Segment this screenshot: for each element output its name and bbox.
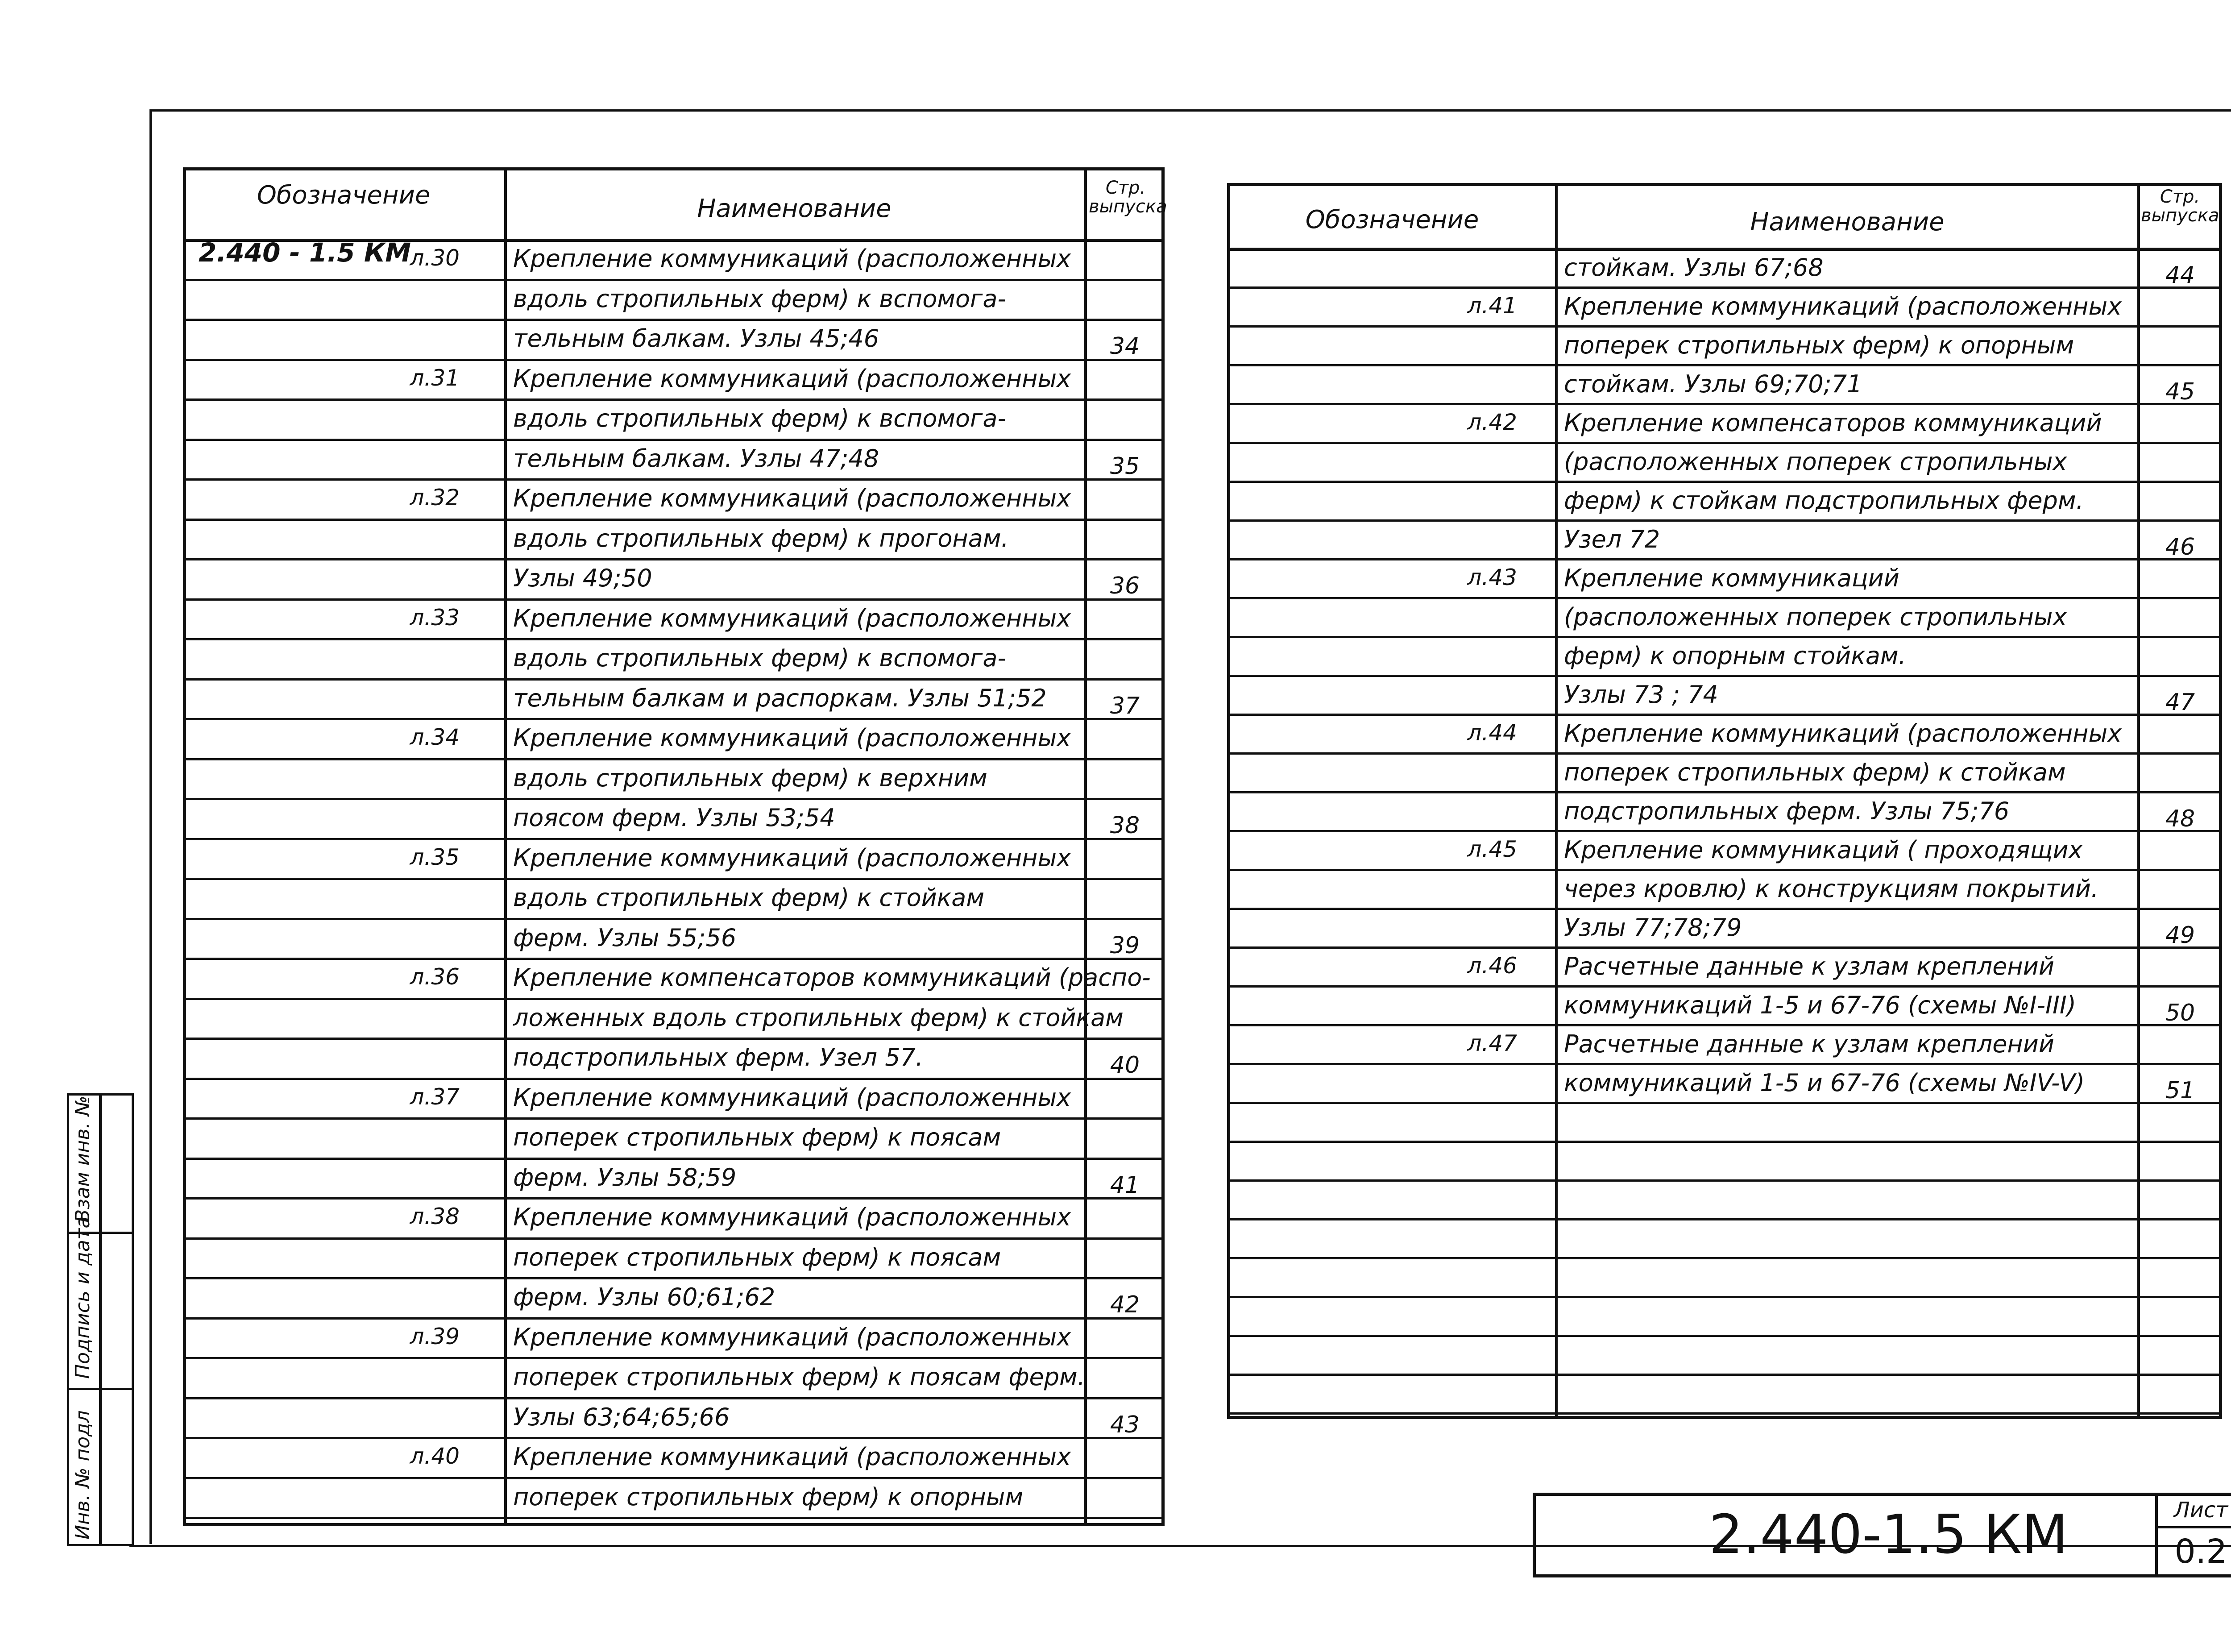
table-row-line <box>1227 1141 2222 1143</box>
margin-inv-no-orig: Инв. № подл <box>71 1410 94 1540</box>
margin-sign-date: Подпись и дата <box>71 1216 94 1379</box>
row-name: стойкам. Узлы 67;68 <box>1564 253 1824 282</box>
table-row-line <box>1227 442 2222 444</box>
table-row-line <box>1227 1335 2222 1337</box>
row-name: Крепление коммуникаций (расположенных <box>513 1083 1071 1112</box>
table-row-line <box>1227 1179 2222 1182</box>
row-sheet-number: л.41 <box>1467 293 1517 319</box>
row-page-number: 35 <box>1110 452 1140 480</box>
row-name: Узлы 77;78;79 <box>1564 913 1742 942</box>
row-name: Расчетные данные к узлам креплений <box>1564 1030 2054 1058</box>
table-row-line <box>183 758 1165 760</box>
row-name: Крепление коммуникаций (расположенных <box>513 245 1071 273</box>
row-page-number: 49 <box>2165 922 2195 949</box>
left-col-divider-2 <box>1084 167 1087 1526</box>
row-name: тельным балкам. Узлы 47;48 <box>513 444 879 473</box>
row-sheet-number: л.45 <box>1467 836 1517 862</box>
title-block-sheet-divider <box>2155 1526 2231 1528</box>
table-row-line <box>1227 558 2222 560</box>
table-row-line <box>183 1437 1165 1439</box>
table-row-line <box>1227 1412 2222 1415</box>
row-name: ложенных вдоль стропильных ферм) к стойкам <box>513 1003 1124 1032</box>
margin-replace-inv: Взам инв. № <box>71 1096 94 1223</box>
row-name: поперек стропильных ферм) к стойкам <box>1564 758 2066 786</box>
table-row-line <box>183 878 1165 880</box>
row-name: Узлы 73 ; 74 <box>1564 681 1718 709</box>
row-name: вдоль стропильных ферм) к вспомога- <box>513 644 1006 672</box>
table-row-line <box>183 319 1165 321</box>
row-name: ферм. Узлы 58;59 <box>513 1163 737 1191</box>
table-row-line <box>1227 830 2222 832</box>
row-sheet-number: л.37 <box>410 1083 460 1110</box>
row-page-number: 45 <box>2165 378 2195 405</box>
table-row-line <box>1227 597 2222 599</box>
row-name: Узел 72 <box>1564 525 1660 553</box>
table-row-line <box>183 918 1165 920</box>
row-name: Крепление коммуникаций (расположенных <box>513 484 1071 512</box>
table-row-line <box>183 279 1165 281</box>
table-row-line <box>183 1117 1165 1120</box>
right-header-bottom-line <box>1227 248 2222 251</box>
row-page-number: 36 <box>1110 573 1140 599</box>
table-row-line <box>1227 675 2222 677</box>
margin-stamp-mid-line <box>99 1093 102 1546</box>
table-row-line <box>1227 791 2222 793</box>
outer-frame-top-line <box>149 109 2231 112</box>
row-page-number: 37 <box>1110 692 1140 719</box>
row-sheet-number: л.44 <box>1467 720 1517 746</box>
table-row-line <box>183 638 1165 640</box>
row-page-number: 48 <box>2165 805 2195 832</box>
table-row-line <box>1227 1257 2222 1259</box>
table-row-line <box>1227 908 2222 910</box>
row-sheet-number: л.39 <box>410 1323 460 1349</box>
row-name: вдоль стропильных ферм) к верхним <box>513 764 987 792</box>
left-header-page: Стр. выпуска <box>1089 178 1167 217</box>
table-row-line <box>183 838 1165 840</box>
row-sheet-number: л.47 <box>1467 1030 1517 1056</box>
table-row-line <box>1227 714 2222 716</box>
row-name: вдоль стропильных ферм) к вспомога- <box>513 404 1006 432</box>
row-page-number: 39 <box>1110 932 1140 959</box>
row-sheet-number: л.42 <box>1467 409 1517 435</box>
row-name: (расположенных поперек стропильных <box>1564 603 2067 631</box>
row-page-number: 50 <box>2165 1000 2195 1026</box>
row-name: Крепление коммуникаций (расположенных <box>513 1203 1071 1231</box>
row-name: вдоль стропильных ферм) к стойкам <box>513 884 985 912</box>
row-page-number: 42 <box>1110 1291 1140 1318</box>
right-col-divider-2 <box>2137 183 2140 1419</box>
table-row-line <box>183 798 1165 800</box>
table-row-line <box>1227 403 2222 405</box>
table-row-line <box>1227 481 2222 483</box>
row-name: поперек стропильных ферм) к поясам ферм. <box>513 1363 1085 1391</box>
row-name: Крепление коммуникаций <box>1564 564 1899 592</box>
table-row-line <box>183 439 1165 441</box>
row-page-number: 40 <box>1110 1052 1140 1079</box>
row-sheet-number: л.34 <box>410 724 460 750</box>
row-page-number: 51 <box>2165 1077 2195 1104</box>
row-name: Расчетные данные к узлам креплений <box>1564 952 2054 980</box>
row-sheet-number: л.46 <box>1467 953 1517 979</box>
table-row-line <box>183 958 1165 960</box>
row-name: Крепление коммуникаций (расположенных <box>1564 292 2122 320</box>
row-name: подстропильных ферм. Узел 57. <box>513 1043 924 1071</box>
table-row-line <box>183 558 1165 560</box>
table-row-line <box>183 1397 1165 1399</box>
row-sheet-number: л.35 <box>410 844 460 870</box>
table-row-line <box>1227 985 2222 988</box>
table-row-line <box>183 519 1165 521</box>
table-row-line <box>183 1158 1165 1160</box>
table-row-line <box>183 718 1165 720</box>
table-row-line <box>1227 325 2222 328</box>
row-name: стойкам. Узлы 69;70;71 <box>1564 370 1862 398</box>
row-name: Крепление коммуникаций (расположенных <box>513 604 1071 632</box>
table-row-line <box>183 398 1165 401</box>
left-col-divider-1 <box>504 167 507 1526</box>
table-row-line <box>183 1078 1165 1080</box>
table-row-line <box>183 998 1165 1000</box>
row-sheet-number: л.30 <box>410 245 460 271</box>
row-name: Крепление коммуникаций (расположенных <box>1564 719 2122 747</box>
title-block-sheet-number: 0.2 <box>2174 1532 2227 1571</box>
table-row-line <box>1227 1296 2222 1298</box>
row-name: ферм. Узлы 60;61;62 <box>513 1283 775 1311</box>
table-row-line <box>1227 752 2222 755</box>
table-row-line <box>183 1197 1165 1200</box>
row-name: Крепление компенсаторов коммуникаций <box>1564 409 2102 437</box>
right-header-name: Наименование <box>1750 208 1945 237</box>
row-name: вдоль стропильных ферм) к прогонам. <box>513 524 1009 552</box>
row-page-number: 41 <box>1110 1171 1140 1199</box>
row-name: Крепление коммуникаций (расположенных <box>513 1323 1071 1351</box>
row-name: вдоль стропильных ферм) к вспомога- <box>513 284 1006 313</box>
table-row-line <box>1227 1102 2222 1104</box>
row-name: поперек стропильных ферм) к поясам <box>513 1123 1001 1151</box>
row-page-number: 47 <box>2165 689 2195 716</box>
table-row-line <box>183 1477 1165 1479</box>
row-name: подстропильных ферм. Узлы 75;76 <box>1564 797 2010 825</box>
row-name: Узлы 63;64;65;66 <box>513 1403 730 1431</box>
left-header-designation: Обозначение <box>257 181 431 210</box>
table-row-line <box>183 1517 1165 1519</box>
right-header-page: Стр. выпуска <box>2141 187 2219 226</box>
table-row-line <box>1227 1063 2222 1065</box>
row-name: ферм) к стойкам подстропильных ферм. <box>1564 486 2084 515</box>
table-row-line <box>183 1357 1165 1359</box>
row-page-number: 46 <box>2165 534 2195 560</box>
right-header-designation: Обозначение <box>1305 205 1479 234</box>
table-row-line <box>183 359 1165 361</box>
row-sheet-number: л.40 <box>410 1443 460 1469</box>
row-name: поперек стропильных ферм) к поясам <box>513 1243 1001 1271</box>
row-sheet-number: л.32 <box>410 485 460 511</box>
left-designation-code: 2.440 - 1.5 КМ <box>199 237 411 268</box>
row-sheet-number: л.31 <box>410 365 460 391</box>
table-row-line <box>183 478 1165 481</box>
left-header-name: Наименование <box>697 194 892 223</box>
table-row-line <box>1227 869 2222 871</box>
table-row-line <box>183 678 1165 681</box>
table-row-line <box>1227 286 2222 289</box>
row-page-number: 44 <box>2165 262 2195 289</box>
table-row-line <box>1227 946 2222 949</box>
row-name: Крепление коммуникаций (расположенных <box>513 724 1071 752</box>
table-row-line <box>183 1038 1165 1040</box>
row-page-number: 43 <box>1110 1411 1140 1438</box>
table-row-line <box>183 1237 1165 1240</box>
row-sheet-number: л.36 <box>410 964 460 990</box>
table-row-line <box>183 1277 1165 1279</box>
row-name: поясом ферм. Узлы 53;54 <box>513 804 835 832</box>
row-name: Крепление коммуникаций (расположенных <box>513 843 1071 872</box>
row-sheet-number: л.43 <box>1467 565 1517 590</box>
right-col-divider-1 <box>1555 183 1558 1419</box>
table-row-line <box>1227 364 2222 366</box>
row-name: тельным балкам. Узлы 45;46 <box>513 324 879 353</box>
table-row-line <box>1227 1024 2222 1026</box>
title-block-code: 2.440-1.5 КМ <box>1709 1504 2068 1566</box>
table-row-line <box>183 1317 1165 1320</box>
row-name: поперек стропильных ферм) к опорным <box>513 1482 1024 1511</box>
title-block-sheet-label: Лист <box>2173 1498 2228 1523</box>
table-row-line <box>1227 519 2222 522</box>
row-name: коммуникаций 1-5 и 67-76 (схемы №IV-V) <box>1564 1069 2085 1097</box>
row-name: через кровлю) к конструкциям покрытий. <box>1564 875 2099 903</box>
table-row-line <box>1227 1374 2222 1376</box>
table-row-line <box>1227 636 2222 638</box>
outer-frame-left-line <box>149 109 152 1544</box>
table-row-line <box>183 598 1165 601</box>
row-name: ферм) к опорным стойкам. <box>1564 642 1906 670</box>
row-name: Крепление коммуникаций (расположенных <box>513 1443 1071 1471</box>
row-page-number: 38 <box>1110 812 1140 839</box>
row-name: Крепление коммуникаций ( проходящих <box>1564 836 2083 864</box>
row-name: Крепление коммуникаций (расположенных <box>513 364 1071 393</box>
row-sheet-number: л.38 <box>410 1204 460 1229</box>
row-name: ферм. Узлы 55;56 <box>513 923 737 952</box>
row-name: (расположенных поперек стропильных <box>1564 448 2067 476</box>
row-name: Узлы 49;50 <box>513 564 652 592</box>
row-page-number: 34 <box>1110 333 1140 360</box>
table-row-line <box>1227 1218 2222 1220</box>
row-sheet-number: л.33 <box>410 604 460 631</box>
row-name: поперек стропильных ферм) к опорным <box>1564 331 2074 359</box>
row-name: коммуникаций 1-5 и 67-76 (схемы №I-III) <box>1564 991 2076 1019</box>
row-name: Крепление компенсаторов коммуникаций (распо- <box>513 963 1151 992</box>
row-name: тельным балкам и распоркам. Узлы 51;52 <box>513 684 1047 712</box>
